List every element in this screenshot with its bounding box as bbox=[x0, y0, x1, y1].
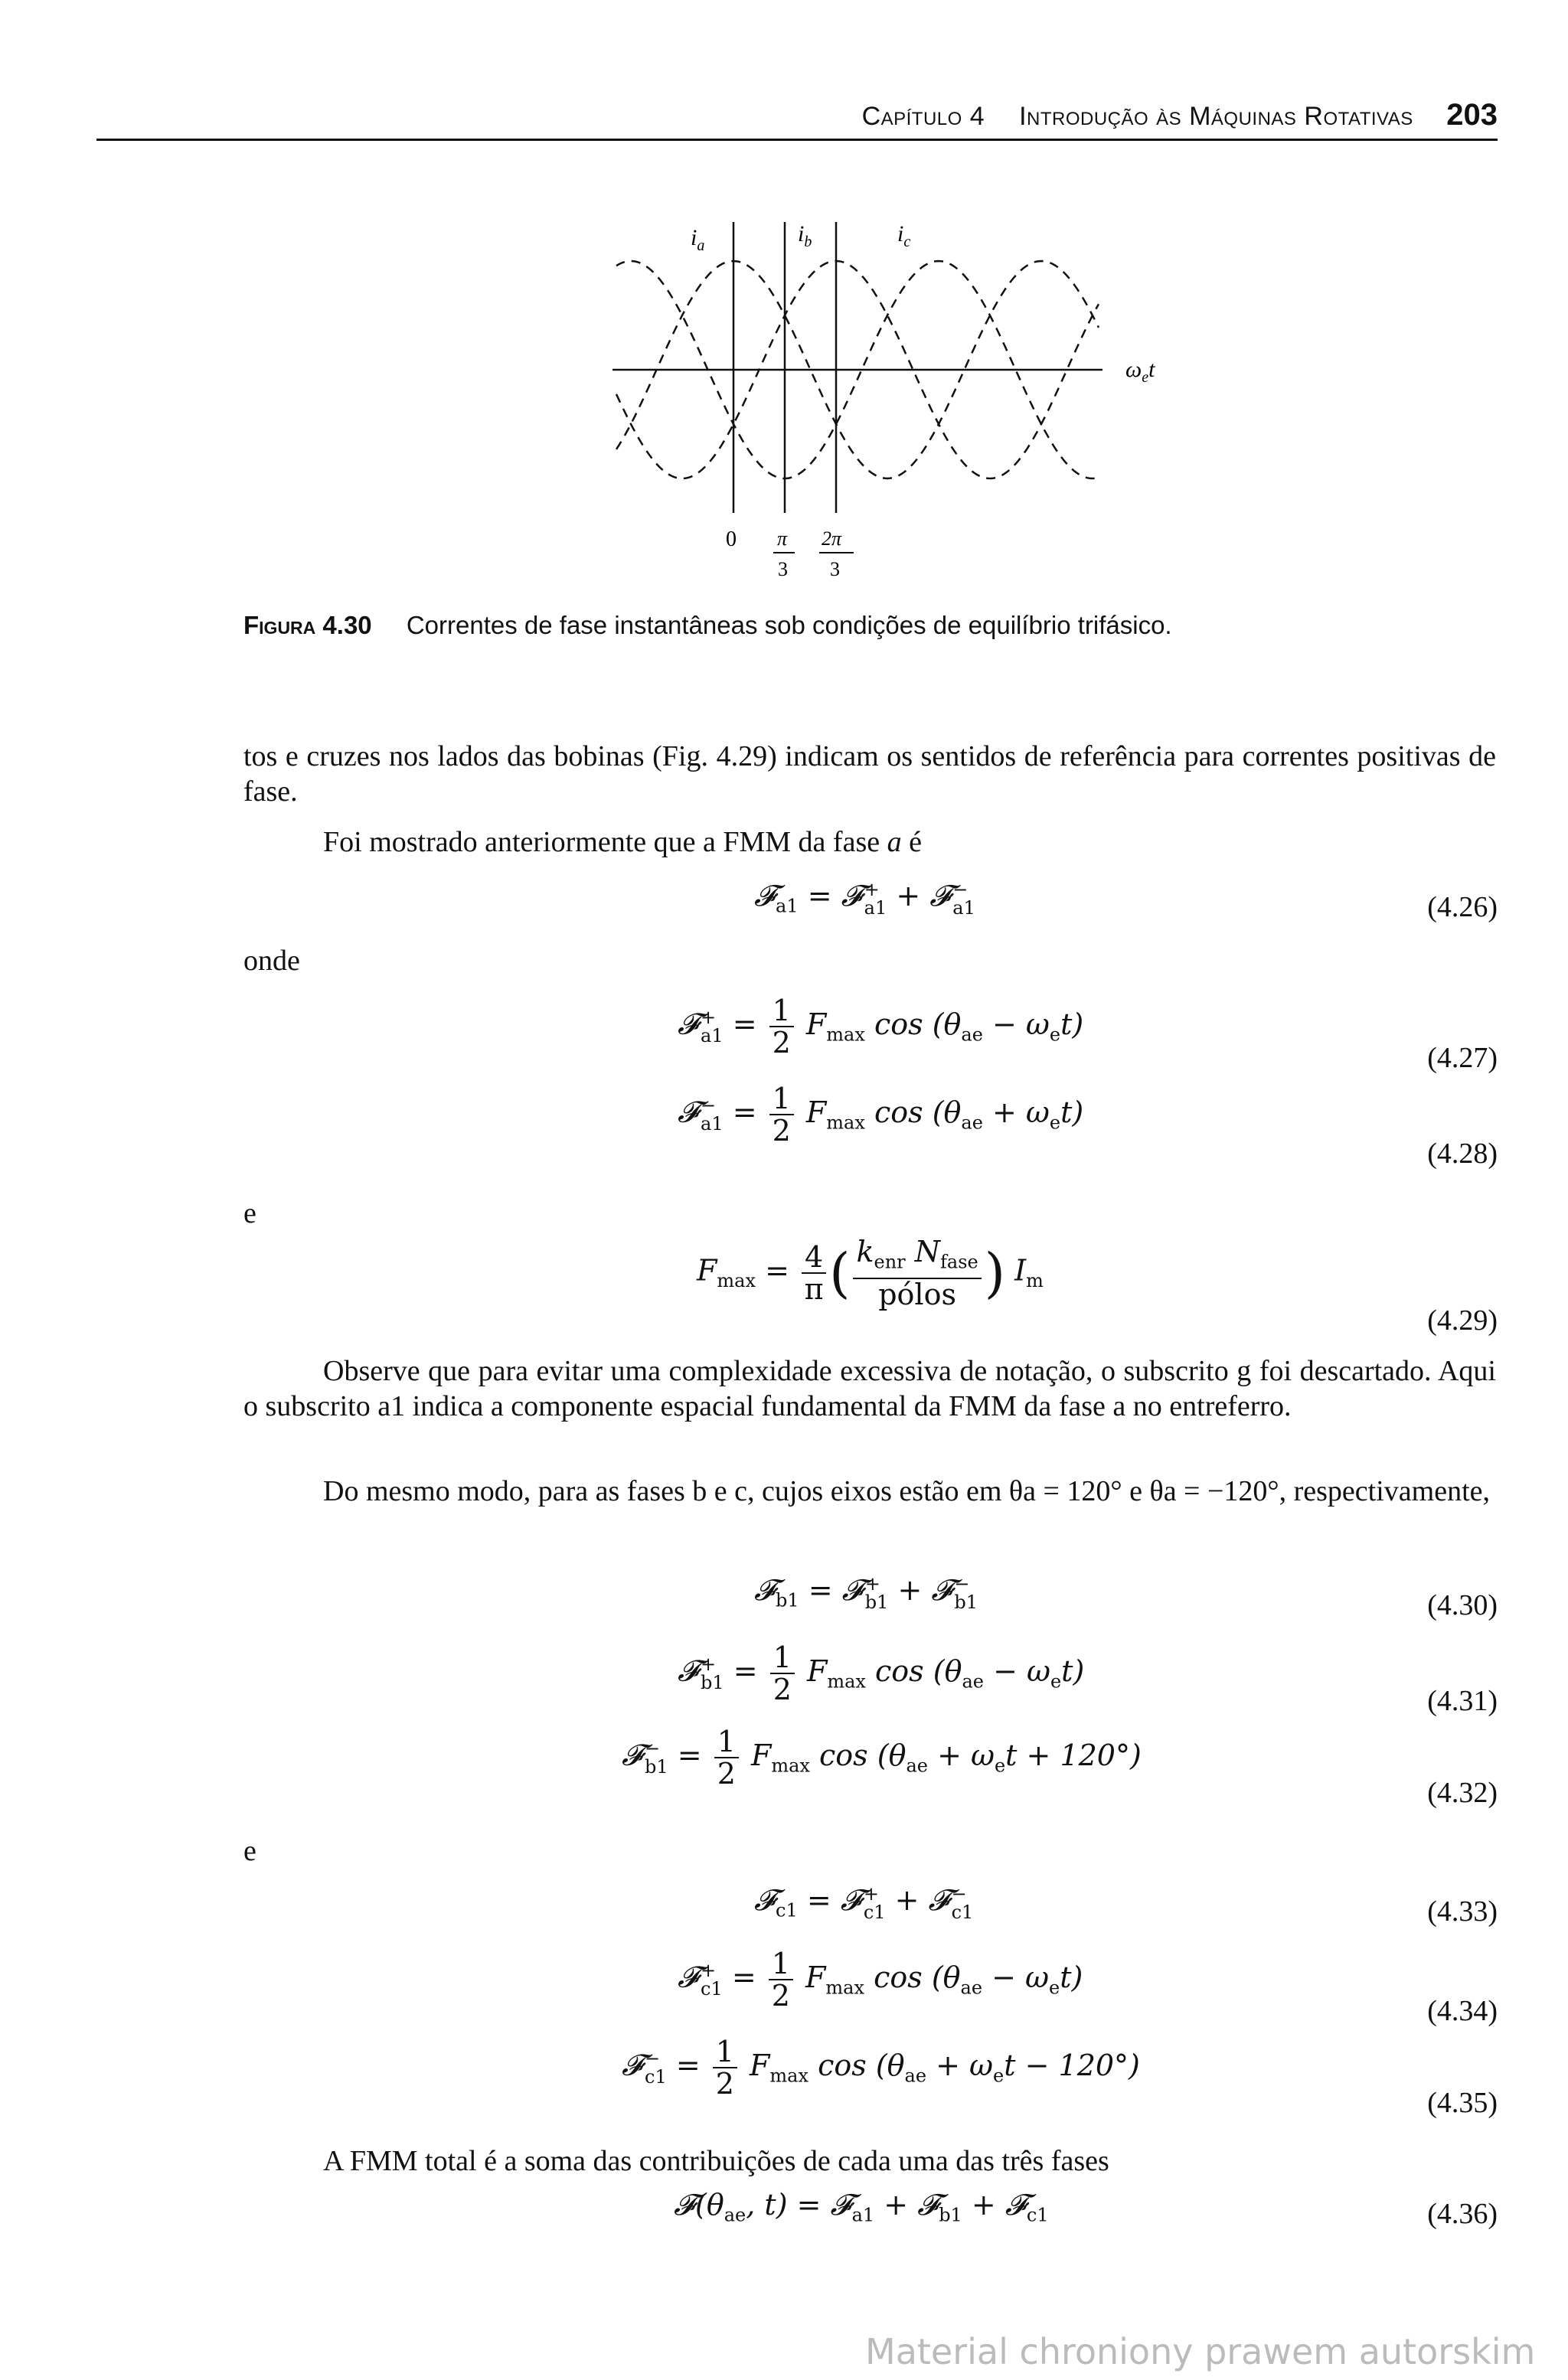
label-ic: $i_c$ bbox=[897, 221, 911, 250]
eq-number-4-36: (4.36) bbox=[1427, 2198, 1498, 2230]
eq-number-4-30: (4.30) bbox=[1427, 1589, 1498, 1621]
eq-number-4-33: (4.33) bbox=[1427, 1895, 1498, 1928]
eq-number-4-32: (4.32) bbox=[1427, 1777, 1498, 1809]
page-number: 203 bbox=[1446, 98, 1498, 132]
caption-text: Correntes de fase instantâneas sob condições de equilíbrio trifásico. bbox=[406, 611, 1172, 639]
equation-4-31: 𝓕 + b1 = $\frac{1}{2}$ $F_{max}$ $\cos (\theta_{ae} - \omega_et)$ bbox=[678, 1641, 1085, 1706]
tick-zero: 0 bbox=[726, 527, 737, 551]
equation-4-26: 𝓕$_{a1}$ = 𝓕 + a1 + 𝓕 − a1 bbox=[754, 878, 975, 919]
eq-number-4-35: (4.35) bbox=[1427, 2087, 1498, 2119]
eq-number-4-34: (4.34) bbox=[1427, 1995, 1498, 2027]
equation-4-29: $F_{max}$ = $\frac{4}{\pi}$ ( $\frac{k_{enr} N_{fase}}{\text{pólos}}$ ) $I_m$ bbox=[697, 1235, 1044, 1311]
equation-4-35: 𝓕 − c1 = $\frac{1}{2}$ $F_{max}$ $\cos (\theta_{ae} + \omega_et - 120^\circ)$ bbox=[622, 2035, 1140, 2101]
paragraph-2-text: Foi mostrado anteriormente que a FMM da fase bbox=[323, 826, 887, 858]
watermark: Material chroniony prawem autorskim bbox=[865, 2331, 1536, 2372]
eq-number-4-27: (4.27) bbox=[1427, 1042, 1498, 1074]
eq-number-4-31: (4.31) bbox=[1427, 1685, 1498, 1717]
eq-number-4-29: (4.29) bbox=[1427, 1304, 1498, 1337]
equation-4-30: 𝓕$_{b1}$ = 𝓕 + b1 + 𝓕 − b1 bbox=[754, 1572, 978, 1613]
equation-4-34: 𝓕 + c1 = $\frac{1}{2}$ $F_{max}$ $\cos (\theta_{ae} - \omega_et)$ bbox=[678, 1947, 1083, 2013]
axis-label-wet: $\omega_et$ bbox=[1125, 357, 1155, 386]
text-onde: onde bbox=[243, 945, 300, 977]
header-rule bbox=[96, 139, 1498, 141]
paragraph-4: Do mesmo modo, para as fases b e c, cujos eixos estão em θa = 120° e θa = −120°, respectivamente, bbox=[323, 1475, 1490, 1507]
phase-currents-plot bbox=[590, 207, 1217, 605]
equation-4-33: 𝓕$_{c1}$ = 𝓕 + c1 + 𝓕 − c1 bbox=[754, 1882, 974, 1923]
equation-4-36: $𝓕(\theta_{ae}$, t) = 𝓕$_{a1}$ + 𝓕$_{b1}$ + 𝓕$_{c1}$ bbox=[674, 2188, 1049, 2226]
eq-number-4-28: (4.28) bbox=[1427, 1138, 1498, 1170]
figure-4-30 bbox=[590, 207, 1217, 609]
chapter-title: Introdução às Máquinas Rotativas bbox=[1019, 102, 1413, 131]
caption-label: Figura 4.30 bbox=[243, 611, 372, 639]
paragraph-2-var: a bbox=[887, 826, 902, 858]
label-ib: $i_b$ bbox=[798, 221, 812, 250]
eq-number-4-26: (4.26) bbox=[1427, 891, 1498, 923]
tick-pi: π bbox=[777, 527, 788, 550]
tick-2pi-denominator: 3 bbox=[830, 558, 840, 580]
equation-4-28: 𝓕 − a1 = $\frac{1}{2}$ $F_{max}$ $\cos (\theta_{ae} + \omega_et)$ bbox=[678, 1082, 1084, 1148]
tick-pi-denominator: 3 bbox=[778, 558, 788, 580]
text-e-2: e bbox=[243, 1835, 256, 1867]
equation-4-32: 𝓕 − b1 = $\frac{1}{2}$ $F_{max}$ $\cos (\theta_{ae} + \omega_et + 120^\circ)$ bbox=[622, 1725, 1142, 1791]
running-header bbox=[862, 98, 1498, 132]
label-ia: $i_a$ bbox=[691, 225, 705, 254]
paragraph-1: tos e cruzes nos lados das bobinas (Fig. 4.29) indicam os sentidos de referência para correntes positivas de fase. bbox=[243, 740, 1496, 808]
paragraph-2 bbox=[243, 824, 922, 860]
paragraph-5: A FMM total é a soma das contribuições de cada uma das três fases bbox=[323, 2145, 1109, 2177]
text-e-1: e bbox=[243, 1197, 256, 1229]
equation-4-27: 𝓕 + a1 = $\frac{1}{2}$ $F_{max}$ $\cos (\theta_{ae} - \omega_et)$ bbox=[678, 994, 1084, 1059]
paragraph-2-end: é bbox=[901, 826, 922, 858]
chapter-label: Capítulo 4 bbox=[861, 102, 985, 131]
tick-2pi: 2π bbox=[822, 527, 842, 550]
paragraph-3: Observe que para evitar uma complexidade excessiva de notação, o subscrito g foi descartado. Aqui o subscrito a1 indica a componente espacial fundamental da FMM da fase a no entreferro. bbox=[243, 1355, 1496, 1422]
figure-caption bbox=[243, 611, 1172, 640]
